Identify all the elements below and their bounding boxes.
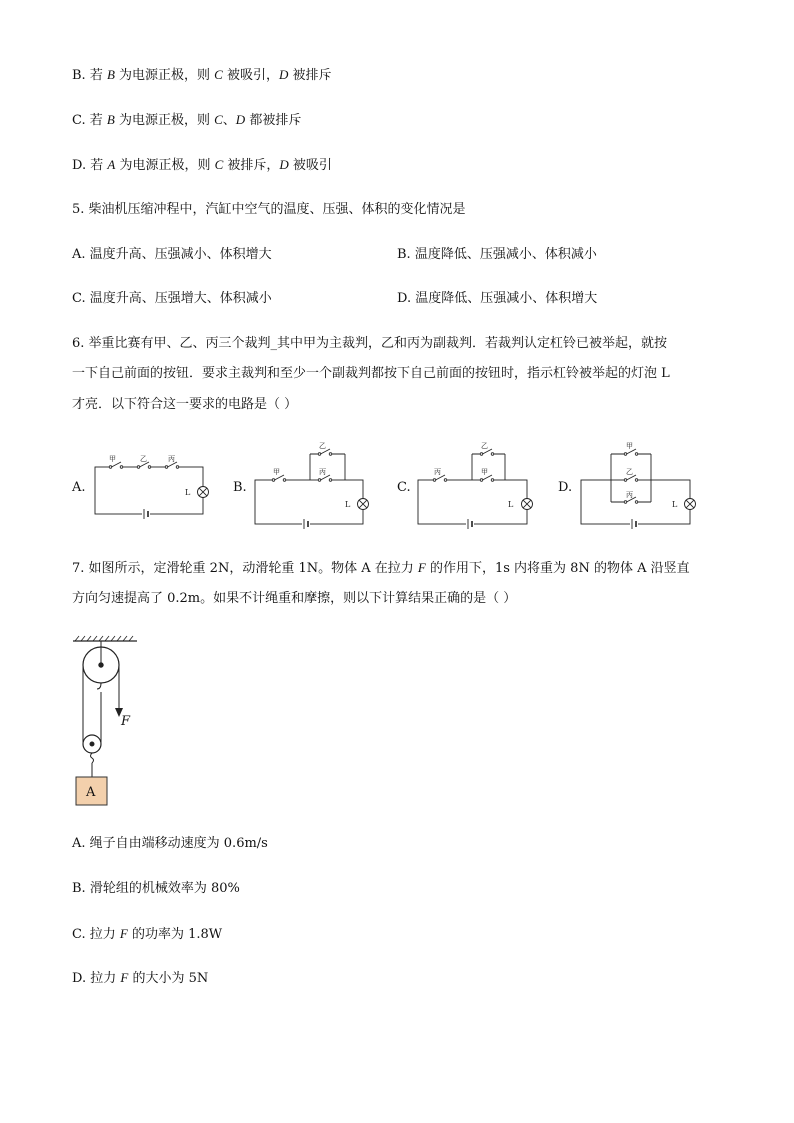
q5-option-d: D. 温度降低、压强减小、体积增大 — [397, 291, 598, 306]
circuit-d-label: D. — [558, 480, 573, 495]
label-yi: 乙 — [140, 455, 147, 463]
lamp-icon — [685, 499, 696, 510]
switch-bing — [165, 462, 179, 470]
circuit-d-diagram — [581, 449, 696, 530]
label-yi: 乙 — [481, 442, 488, 450]
circuit-c-diagram — [418, 449, 533, 530]
q7-option-d: D. 拉力 F 的大小为 5N — [72, 970, 209, 986]
block-a-label: A — [86, 785, 96, 800]
lamp-label: L — [672, 500, 678, 509]
q6-stem-line2: 一下自己前面的按钮．要求主裁判和至少一个副裁判都按下自己前面的按钮时，指示杠铃被举起的灯泡 L — [72, 366, 670, 381]
circuit-b-diagram — [255, 449, 369, 530]
circuit-b-label: B. — [233, 480, 247, 495]
switch-bing — [433, 475, 447, 483]
switch-jia — [272, 475, 286, 483]
q4-option-b: B. 若 B 为电源正极，则 C 被吸引，D 被排斥 — [72, 67, 332, 83]
force-label: F — [121, 714, 131, 729]
lamp-icon — [522, 499, 533, 510]
switch-jia — [624, 449, 638, 457]
lamp-icon — [358, 499, 369, 510]
switch-bing — [318, 475, 332, 483]
label-jia: 甲 — [481, 468, 488, 476]
battery-icon — [630, 518, 638, 530]
lamp-label: L — [185, 488, 191, 497]
q4-option-c: C. 若 B 为电源正极，则 C、D 都被排斥 — [72, 112, 302, 128]
circuit-a-label: A. — [72, 480, 86, 495]
label-yi: 乙 — [319, 442, 326, 450]
label-bing: 丙 — [626, 491, 633, 499]
q6-stem-line1: 6. 举重比赛有甲、乙、丙三个裁判_其中甲为主裁判，乙和丙为副裁判．若裁判认定杠铃已被举起，就按 — [72, 336, 668, 351]
label-bing: 丙 — [168, 455, 175, 463]
q5-option-c: C. 温度升高、压强增大、体积减小 — [72, 291, 272, 306]
q4-option-d: D. 若 A 为电源正极，则 C 被排斥，D 被吸引 — [72, 157, 332, 173]
q7-stem-line2: 方向匀速提高了 0.2m。如果不计绳重和摩擦，则以下计算结果正确的是（ ） — [72, 591, 517, 606]
switch-yi — [624, 475, 638, 483]
battery-icon — [142, 508, 150, 520]
label-bing: 丙 — [319, 468, 326, 476]
switch-yi — [480, 449, 494, 457]
q7-option-c: C. 拉力 F 的功率为 1.8W — [72, 926, 223, 942]
switch-jia — [109, 462, 123, 470]
battery-icon — [466, 518, 474, 530]
label-jia: 甲 — [273, 468, 280, 476]
battery-icon — [302, 518, 310, 530]
q5-option-a: A. 温度升高、压强减小、体积增大 — [72, 247, 272, 262]
switch-yi — [318, 449, 332, 457]
label-jia: 甲 — [109, 455, 116, 463]
q7-option-b: B. 滑轮组的机械效率为 80% — [72, 881, 240, 896]
switch-yi — [137, 462, 151, 470]
q5-stem: 5. 柴油机压缩冲程中，汽缸中空气的温度、压强、体积的变化情况是 — [72, 202, 466, 217]
lamp-label: L — [345, 500, 351, 509]
q7-stem-line1: 7. 如图所示，定滑轮重 2N，动滑轮重 1N。物体 A 在拉力 F 的作用下，1s 内将重为 8N 的物体 A 沿竖直 — [72, 560, 690, 576]
label-jia: 甲 — [626, 442, 633, 450]
q5-option-b: B. 温度降低、压强减小、体积减小 — [397, 247, 597, 262]
switch-jia — [480, 475, 494, 483]
lamp-label: L — [508, 500, 514, 509]
q6-stem-line3: 才亮．以下符合这一要求的电路是（ ） — [72, 397, 298, 412]
q7-option-a: A. 绳子自由端移动速度为 0.6m/s — [72, 836, 268, 851]
lamp-icon — [198, 487, 209, 498]
circuit-a-diagram — [95, 462, 209, 520]
circuit-c-label: C. — [397, 480, 411, 495]
label-bing: 丙 — [434, 468, 441, 476]
label-yi: 乙 — [626, 468, 633, 476]
